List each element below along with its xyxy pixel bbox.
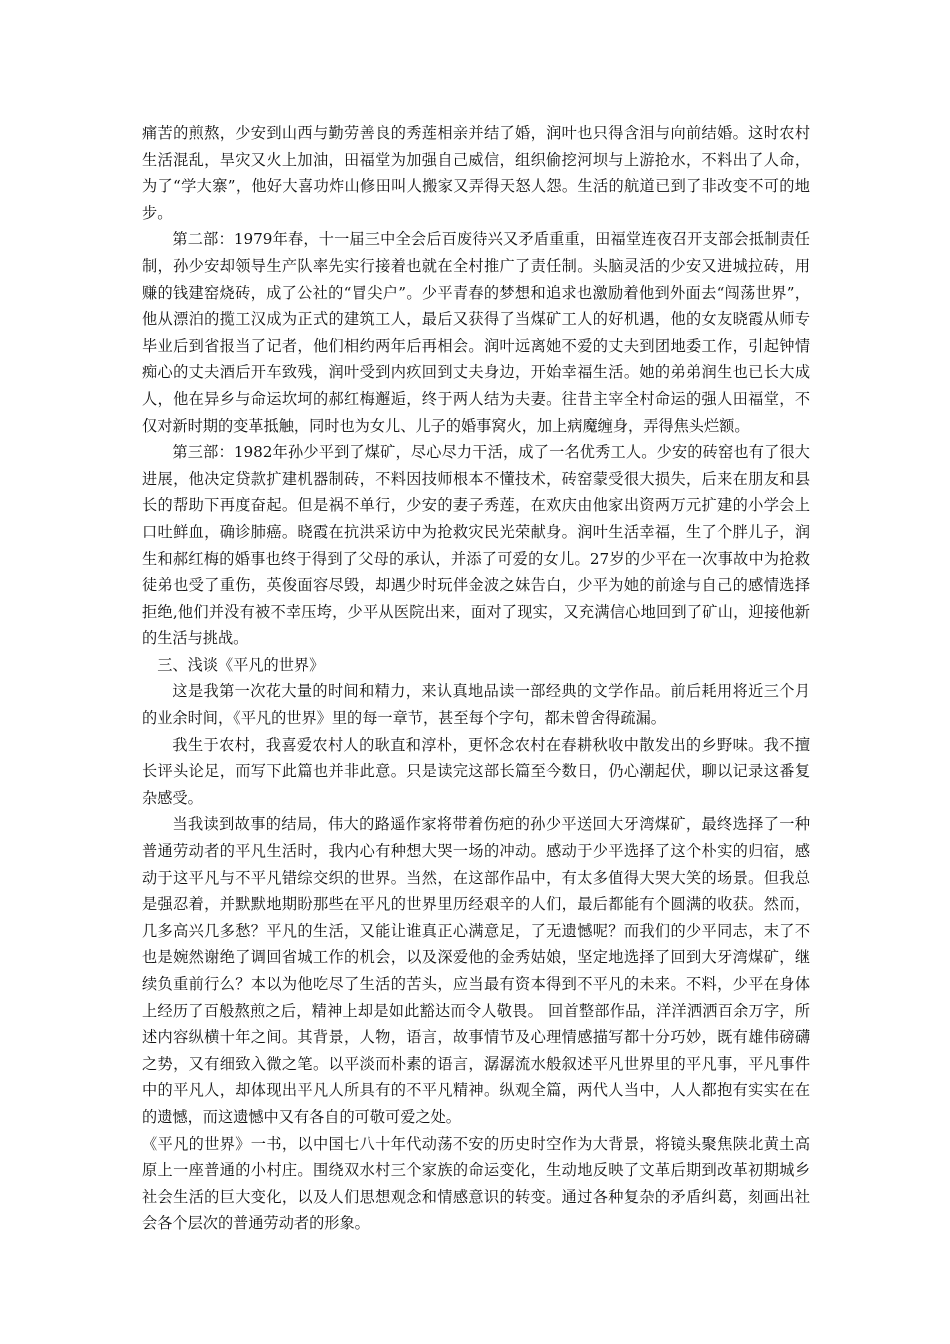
paragraph-reflection: 当我读到故事的结局，伟大的路遥作家将带着伤疤的孙少平送回大牙湾煤矿，最终选择了一种普通劳动者的平凡生活时，我内心有种想大哭一场的冲动。感动于少平选择了这个朴实的归宿，感动于这平凡与不平凡错综交织的世界。当然，在这部作品中，有太多值得大哭大笑的场景。但我总是强忍着，并默默地期盼那些在平凡的世界里历经艰辛的人们，最后都能有个圆满的收获。然而，几多高兴几多愁？平凡的生活，又能让谁真正心满意足，了无遗憾呢？而我们的少平同志，末了不也是婉然谢绝了调回省城工作的机会，以及深爱他的金秀姑娘，坚定地选择了回到大牙湾煤矿，继续负重前行么？本以为他吃尽了生活的苦头，应当最有资本得到不平凡的未来。不料，少平在身体上经历了百般熬煎之后，精神上却是如此豁达而令人敬畏。 回首整部作品，洋洋洒洒百余万字，所述内容纵横十年之间。其背景，人物，语言，故事情节及心理情感描写都十分巧妙，既有雄伟磅礴之势，又有细致入微之笔。以平淡而朴素的语言，潺潺流水般叙述平凡世界里的平凡事，平凡事件中的平凡人，却体现出平凡人所具有的不平凡精神。纵观全篇，两代人当中，人人都抱有实实在在的遗憾，而这遗憾中又有各自的可敬可爱之处。 xyxy=(142,815,810,1126)
paragraph-background: 我生于农村，我喜爱农村人的耿直和淳朴，更怀念农村在春耕秋收中散发出的乡野味。我不擅长评头论足，而写下此篇也并非此意。只是读完这部长篇至今数日，仍心潮起伏，聊以记录这番复杂感受。 xyxy=(142,735,810,807)
paragraph-part-three: 第三部：1982年孙少平到了煤矿，尽心尽力干活，成了一名优秀工人。少安的砖窑也有了很大进展，他决定贷款扩建机器制砖，不料因技师根本不懂技术，砖窑蒙受很大损失，后来在朋友和县长的帮助下再度奋起。但是祸不单行，少安的妻子秀莲，在欢庆由他家出资两万元扩建的小学会上口吐鲜血，确诊肺癌。晓霞在抗洪采访中为抢救灾民光荣献身。润叶生活幸福，生了个胖儿子，润生和郝红梅的婚事也终于得到了父母的承认，并添了可爱的女儿。27岁的少平在一次事故中为抢救徒弟也受了重伤，英俊面容尽毁，却遇少时玩伴金波之妹告白，少平为她的前途与自己的感情选择拒绝,他们并没有被不幸压垮，少平从医院出来，面对了现实，又充满信心地回到了矿山，迎接他新的生活与挑战。 xyxy=(142,443,810,648)
paragraph-intro: 这是我第一次花大量的时间和精力，来认真地品读一部经典的文学作品。前后耗用将近三个月的业余时间，《平凡的世界》里的每一章节，甚至每个字句，都未曾舍得疏漏。 xyxy=(142,682,810,728)
section-heading: 三、浅谈《平凡的世界》 xyxy=(157,655,325,674)
paragraph-part-two: 第二部：1979年春，十一届三中全会后百废待兴又矛盾重重，田福堂连夜召开支部会抵制责任制，孙少安却领导生产队率先实行接着也就在全村推广了责任制。头脑灵活的少安又进城拉砖，用赚的钱建窑烧砖，成了公社的“冒尖户”。少平青春的梦想和追求也激励着他到外面去“闯荡世界”，他从漂泊的揽工汉成为正式的建筑工人，最后又获得了当煤矿工人的好机遇，他的女友晓霞从师专毕业后到省报当了记者，他们相约两年后再相会。润叶远离她不爱的丈夫到团地委工作，引起钟情痴心的丈夫酒后开车致残，润叶受到内疚回到丈夫身边，开始幸福生活。她的弟弟润生也已长大成人，他在异乡与命运坎坷的郝红梅邂逅，终于两人结为夫妻。往昔主宰全村命运的强人田福堂，不仅对新时期的变革抵触，同时也为女儿、儿子的婚事窝火，加上病魔缠身，弄得焦头烂额。 xyxy=(142,230,810,435)
paragraph-continuation: 痛苦的煎熬，少安到山西与勤劳善良的秀莲相亲并结了婚，润叶也只得含泪与向前结婚。这时农村生活混乱，旱灾又火上加油，田福堂为加强自己威信，组织偷挖河坝与上游抢水，不料出了人命，为了“学大寨”，他好大喜功炸山修田叫人搬家又弄得天怒人怨。生活的航道已到了非改变不可的地步。 xyxy=(142,124,810,222)
document-page xyxy=(142,120,810,1237)
paragraph-summary: 《平凡的世界》一书，以中国七八十年代动荡不安的历史时空作为大背景，将镜头聚焦陕北黄土高原上一座普通的小村庄。围绕双水村三个家族的命运变化，生动地反映了文革后期到改革初期城乡社会生活的巨大变化，以及人们思想观念和情感意识的转变。通过各种复杂的矛盾纠葛，刻画出社会各个层次的普通劳动者的形象。 xyxy=(142,1134,810,1233)
